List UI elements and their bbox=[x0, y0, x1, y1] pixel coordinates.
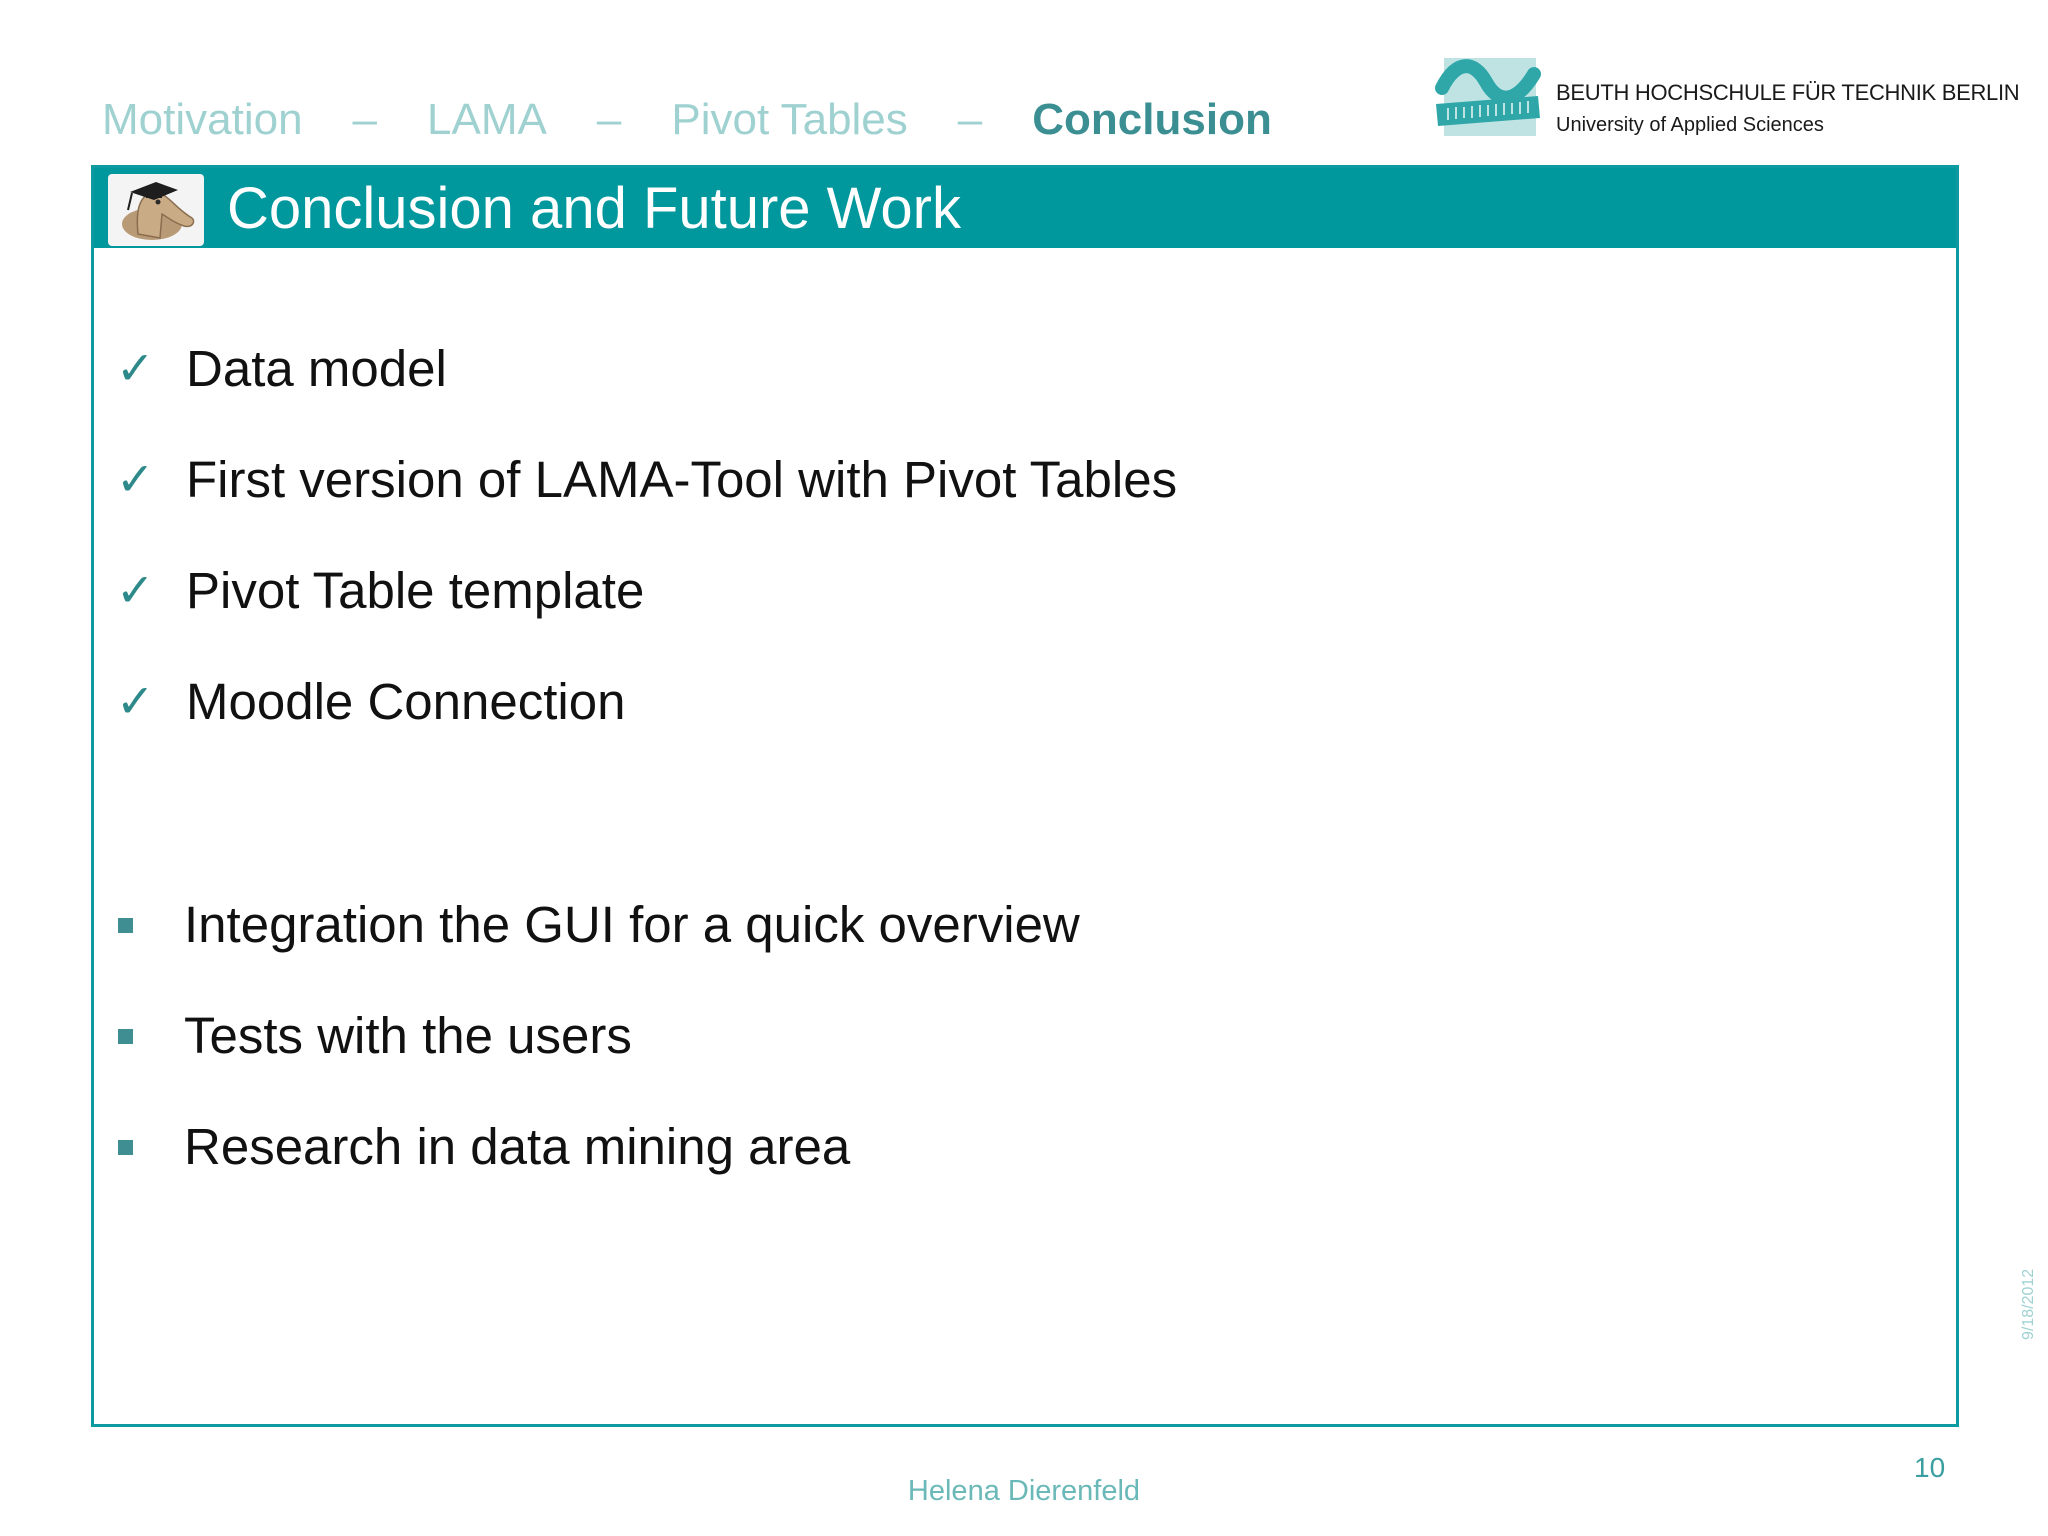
author-name: Helena Dierenfeld bbox=[907, 1475, 1141, 1507]
nav-item-pivot-tables[interactable]: Pivot Tables bbox=[671, 95, 908, 144]
nav-separator: – bbox=[352, 95, 378, 144]
university-logo bbox=[1434, 56, 2020, 146]
square-bullet-icon bbox=[114, 889, 182, 959]
bullet-list bbox=[94, 168, 1956, 1424]
university-subtitle: University of Applied Sciences bbox=[1556, 114, 1824, 136]
bullet-text: Integration the GUI for a quick overview bbox=[184, 895, 1080, 953]
list-item-done bbox=[114, 666, 625, 736]
check-icon: ✓ bbox=[116, 675, 155, 727]
nav-separator: – bbox=[596, 95, 622, 144]
list-item-done bbox=[114, 444, 1177, 514]
bullet-text: First version of LAMA-Tool with Pivot Tables bbox=[186, 450, 1178, 508]
list-item-future bbox=[114, 889, 1080, 959]
nav-item-motivation[interactable]: Motivation bbox=[102, 95, 303, 144]
nav-separator: – bbox=[957, 95, 983, 144]
square-bullet-icon bbox=[114, 1000, 182, 1070]
list-item-future bbox=[114, 1111, 850, 1181]
nav-item-conclusion[interactable]: Conclusion bbox=[1032, 95, 1272, 144]
square-bullet-icon bbox=[114, 1111, 182, 1181]
slide-title: Conclusion and Future Work bbox=[227, 176, 961, 241]
beuth-wave-logo-icon bbox=[1434, 56, 1544, 138]
bullet-text: Data model bbox=[186, 339, 447, 397]
page-number: 10 bbox=[1914, 1452, 1946, 1483]
section-breadcrumb bbox=[102, 92, 1272, 148]
bullet-text: Research in data mining area bbox=[184, 1117, 851, 1175]
nav-item-lama[interactable]: LAMA bbox=[427, 95, 547, 144]
check-icon: ✓ bbox=[116, 453, 155, 505]
university-name: BEUTH HOCHSCHULE FÜR TECHNIK BERLIN bbox=[1556, 80, 2020, 105]
bullet-text: Tests with the users bbox=[184, 1006, 632, 1064]
bullet-text: Moodle Connection bbox=[186, 672, 626, 730]
list-item-future bbox=[114, 1000, 632, 1070]
list-item-done bbox=[114, 555, 644, 625]
list-item-done bbox=[114, 333, 447, 403]
slide-content-frame bbox=[91, 165, 1959, 1427]
bullet-text: Pivot Table template bbox=[186, 561, 645, 619]
check-icon: ✓ bbox=[116, 342, 155, 394]
check-icon: ✓ bbox=[116, 564, 155, 616]
slide-date: 9/18/2012 bbox=[2020, 1268, 2037, 1340]
